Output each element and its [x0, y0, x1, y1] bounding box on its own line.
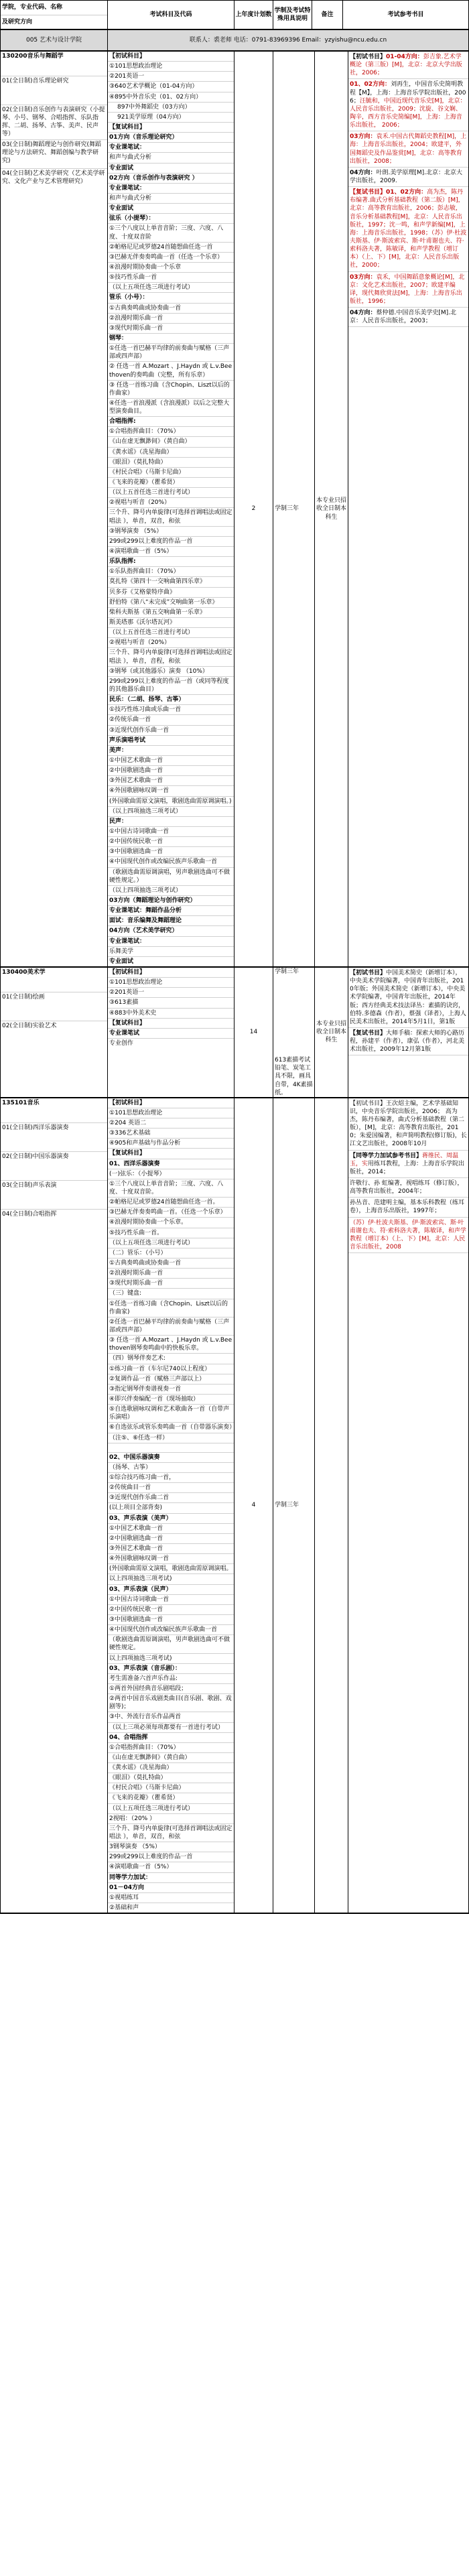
reference-book	[348, 308, 468, 327]
book-text: 01、02方向：	[350, 81, 391, 88]
subject-item: 三个升、降号内单旋律(可选择首调唱法或固定唱法 ），单音，音程，和弦	[108, 648, 234, 666]
reference-book	[348, 187, 468, 271]
reference-book	[348, 1028, 468, 1055]
subject-item: ④外国歌剧咏叹调一首	[108, 1554, 234, 1564]
subject-item: 和声与曲式分析	[108, 194, 234, 204]
books-column	[348, 52, 468, 966]
subject-item: 《眼泪》（莫扎特曲）	[108, 1773, 234, 1783]
reference-book	[348, 1098, 468, 1151]
subject-item: ⑤自选歌剧咏叹调和艺术歌曲各一首（自带声乐演唱）	[108, 1405, 234, 1423]
subject-item: ②201英语一	[108, 72, 234, 82]
subject-item: ③ 任选一首 A.Mozart 、J.Haydn 或 L.v.Beethoven钢琴奏鸣曲中的快板乐章。	[108, 1336, 234, 1354]
subject-item: ④演唱歌曲一首（5%）	[108, 1862, 234, 1872]
subject-item: ①古典奏鸣曲或协奏曲一首	[108, 304, 234, 314]
subject-item: 【复试科目】	[108, 1149, 234, 1159]
subject-item: ④中国现代创作或改编民族声乐歌曲一首	[108, 857, 234, 867]
header-subjects: 考试科目及代码	[108, 1, 234, 29]
research-direction: 01(全日制)绘画	[1, 992, 107, 1021]
subject-item: ②帕格尼尼或罗德24首随想曲任选一首	[108, 243, 234, 253]
subject-item: ①101思想政治理论	[108, 1108, 234, 1118]
subject-item: （注⑤、⑥任选一样）	[108, 1433, 234, 1443]
subject-item: （歌剧选曲需原调演唱，男声歌剧选曲可不做硬性规定。）	[108, 868, 234, 886]
book-text: （苏）伊·杜波夫斯基、伊·斯波索宾、斯·叶甫谢也夫、符·索科洛夫著，陈敏译，和声学教程（增订本）（上、下）[M]，北京：人民音乐出版社，2008	[350, 1219, 466, 1251]
subject-item: ③ 任选一首练习曲（含Chopin、Liszt以后的作曲家）	[108, 381, 234, 399]
book-text: 04方向：	[350, 310, 377, 317]
subject-item: ①101思想政治理论	[108, 62, 234, 72]
subject-item: 乐队指挥:	[108, 557, 234, 567]
subject-item: 考生需准备六首声乐作品:	[108, 1674, 234, 1684]
subject-item: 管乐（小号）：	[108, 293, 234, 303]
subject-item: （以上五项任选三项进行考试）	[108, 283, 234, 293]
subject-item: ③巴赫无伴奏奏鸣曲一首。（任选一个乐章）	[108, 1208, 234, 1218]
subject-item: （以上三项必须每项都要有一首进行考试）	[108, 1723, 234, 1733]
header-duration: 学制及考试特殊用具说明	[273, 1, 312, 29]
duration-text: 学制三年	[275, 968, 299, 975]
subject-item: 舒伯特《第八“未完成”交响曲第一乐章》	[108, 598, 234, 608]
book-text: 01-04方向：	[386, 54, 423, 60]
subject-item: 01、西洋乐器演奏	[108, 1159, 234, 1169]
book-text: 彭吉象.艺术学概论（第三版）[M]，北京：北京大学出版社，2006；	[350, 54, 462, 77]
major-block	[0, 52, 469, 968]
subject-item: 03方向（舞蹈理论与创作研究）	[108, 896, 234, 906]
subjects-column	[108, 1098, 234, 1913]
duration-column	[273, 1098, 315, 1913]
reference-book	[348, 168, 468, 187]
subject-item: ④浪漫时期协奏曲一个乐章	[108, 263, 234, 273]
subject-item: ②传统曲目一首	[108, 1483, 234, 1493]
subject-item: 民声：	[108, 817, 234, 827]
reference-book	[348, 79, 468, 131]
subject-item: 921美学原理（04方向）	[108, 113, 234, 123]
subject-item: 2视唱：（20% ）	[108, 1814, 234, 1824]
subject-item: ①中国艺术歌曲一首	[108, 1524, 234, 1534]
subject-item: ②中国歌剧选曲一首	[108, 1534, 234, 1544]
subject-item: 【初试科目】	[108, 52, 234, 62]
book-text: 高为杰，陈丹布编著.曲式分析基础教程（第二版）[M]，北京：高等教育出版社，2006；彭志敏，音乐分析基础教程[M]，北京：人民音乐出版社，1997；沈一鸣，和声学新编[M]，上海：上海音乐出版社，1998；（苏）伊·杜波夫斯基、伊·斯波索宾、斯·叶甫谢也夫、符·索科洛夫著，陈敏译，和声学教程（增订本）（上、下）[M]，北京：人民音乐出版社，2000；	[350, 189, 467, 269]
subject-item: ②视唱与听音（20%）	[108, 638, 234, 648]
books-column	[348, 968, 468, 1097]
subject-item: 专业面试	[108, 164, 234, 174]
subject-item: ③巴赫无伴奏奏鸣曲一首（任选一个乐章）	[108, 253, 234, 263]
book-text: 刘再生，中国音乐史简明教程【M】，上海：上海音乐学院出版社，2006；	[350, 81, 466, 105]
subject-item: 3钢琴演奏 （5%）	[108, 1842, 234, 1852]
subject-item: ④浪漫时期协奏曲一个乐章。	[108, 1218, 234, 1228]
subject-item: ③中国歌剧选曲一首	[108, 847, 234, 857]
subject-item: ④即兴伴奏编配一首（现场抽取）	[108, 1395, 234, 1405]
subject-item: ②两首中国音乐戏剧类曲目(音乐剧、歌剧、戏剧等)；	[108, 1694, 234, 1712]
major-column	[1, 1098, 108, 1913]
subject-item: ③钢琴（或其他器乐）演奏 （10%）	[108, 667, 234, 677]
subject-item: 专业面试	[109, 958, 134, 965]
header-plan: 上年度计划数	[234, 1, 273, 29]
reference-book	[348, 131, 468, 168]
reference-book	[348, 272, 468, 308]
subject-item: ①中国古诗词歌曲一首	[108, 827, 234, 837]
remark: 本专业只招收全日制本科生	[315, 52, 348, 966]
subject-item: ①综合技巧练习曲一首，	[108, 1473, 234, 1483]
subject-item: ②中国歌剧选曲一首	[108, 766, 234, 776]
subject-item: ①101思想政治理论	[108, 978, 234, 988]
reference-book	[348, 1218, 468, 1254]
subject-item: ①任选一首巴赫平均律的前奏曲与赋格（三声部或四声部）	[108, 344, 234, 362]
subject-item: ② 任选一首 A.Mozart 、J.Haydn 或 L.v.Beethoven的奏鸣曲（完整，所有乐章）	[108, 362, 234, 380]
subject-item: ②复调作品一首（赋格三声部以上）	[108, 1374, 234, 1384]
subject-item: 【初试科目】	[108, 968, 234, 978]
research-direction: 04(全日制)艺术美学研究（艺术美学研究、文化产业与艺术管理研究）	[2, 170, 105, 185]
subject-item: ②任选一首巴赫平均律的前奏曲与赋格（三声部或四声部）	[108, 1317, 234, 1336]
subject-item: （以上五项任选三项进行考试）	[108, 1804, 234, 1814]
subject-item: ②201英语一	[108, 988, 234, 998]
subject-item: 02方向（音乐创作与表演研究 ）	[108, 174, 234, 184]
subject-item: 《山在虚无飘渺间》（黄自曲）	[108, 1753, 234, 1763]
subject-item: 299或299以上难度的作品一首	[108, 537, 234, 547]
subject-item: 莫扎特《第四十一交响曲第四乐章》	[108, 577, 234, 587]
subject-item: 专业课笔试：	[108, 184, 234, 194]
subject-item: （扬琴、古筝）	[108, 1463, 234, 1473]
subject-item: 贝多芬《艾格蒙特序曲》	[108, 588, 234, 598]
header-major-line2: 及研究方向	[2, 18, 33, 25]
subject-item: （歌剧选曲需原调演唱，男声歌剧选曲可不做硬性规定。	[108, 1635, 234, 1653]
plan-count: 14	[234, 968, 273, 1097]
book-text: 孙丛音、范建明主编，基本乐科教程（练耳卷），上海音乐出版社，1997年；	[350, 1200, 465, 1215]
subject-item: 专业课笔试：	[108, 937, 234, 947]
reference-book	[348, 1198, 468, 1217]
department-name: 005 艺术与设计学院	[1, 30, 108, 50]
subject-item: 专业创作	[109, 1039, 134, 1047]
header-books: 考试参考书目	[387, 11, 424, 18]
duration-column	[273, 968, 315, 1097]
subject-item: ⑤技巧性乐曲一首。	[108, 1228, 234, 1238]
subject-item: ③336艺术基础	[108, 1129, 234, 1139]
subject-item: ①合唱指挥曲目：（70%）	[108, 1743, 234, 1753]
subject-item: ②基础和声	[109, 1905, 139, 1912]
subject-item: ①三个八度以上单音音阶；三度、六度、八度、十度双音阶	[108, 224, 234, 242]
subject-item: 三个升、降号内单旋律(可选择首调唱法或固定唱法 ），单音，双音，和弦	[108, 508, 234, 526]
subject-item: ①中国艺术歌曲一首	[108, 756, 234, 766]
subject-item: 03、声乐表演（民声）	[108, 1585, 234, 1595]
subject-item: 同等学力加试：	[108, 1873, 234, 1883]
subject-item: 03、声乐表演（音乐剧）：	[108, 1664, 234, 1674]
remark	[315, 1098, 348, 1913]
subject-item: (一)弦乐：（小提琴）	[108, 1169, 234, 1179]
research-direction: 02(全日制)实验艺术	[2, 1022, 57, 1029]
major-block	[0, 968, 469, 1098]
subject-item: ②传统乐曲一首	[108, 715, 234, 725]
header-major-line1: 学院，专业代码、名称	[1, 1, 107, 15]
book-text: 袁禾，中国舞蹈意象概论[M]，北京：文化艺术出版社，2007；欧建平编译，现代舞欣赏法[M]，上海：上海音乐出版社，1996；	[350, 273, 465, 305]
subject-item: 声乐演唱考试	[108, 736, 234, 746]
subject-item: 和声与曲式分析	[108, 153, 234, 163]
subject-item: 弦乐（小提琴）：	[108, 214, 234, 224]
subject-item: 04、合唱指挥	[108, 1733, 234, 1743]
research-direction: 02(全日制)中国乐器演奏	[1, 1152, 107, 1181]
book-text: 袁禾.中国古代舞蹈史教程[M]，上海：上海音乐出版社，2004；欧建平，外国舞蹈史及作品鉴赏[M]，北京：高等教育出版社，2008；	[350, 133, 467, 165]
subject-item: ①中国古诗词歌曲一首	[108, 1595, 234, 1605]
subject-item: (外国歌曲需原文演唱，歌剧选曲需原调演唱。)	[108, 797, 234, 807]
subject-item: (以上项目全部背奏)	[108, 1503, 234, 1513]
subject-item: ③外国艺术歌曲一首	[108, 1544, 234, 1554]
subjects-column	[108, 968, 234, 1097]
majors-container	[0, 52, 469, 1914]
subject-item: 《黄水谣》（冼星海曲）	[108, 448, 234, 458]
book-text: 蔡仲德.中国音乐美学史[M].北京：人民音乐出版社，2003；	[350, 310, 457, 325]
subject-item: 04方向（艺术美学研究）	[108, 926, 234, 936]
subject-item: ②204 英语二	[108, 1118, 234, 1129]
book-text: 【同等学力加试参考书目】	[350, 1152, 423, 1159]
book-text: 大师手稿：探索大师的心路历程，孙建平（作者），康弘（作者），河北美术出版社，2009年12月第1版	[350, 1029, 465, 1053]
subject-item: ③钢琴演奏 （5%）	[108, 527, 234, 537]
subject-item: ①技巧性练习曲或乐曲一首	[108, 705, 234, 715]
major-code-name: 130400美术学	[1, 968, 107, 992]
subject-item: 合唱指挥:	[108, 417, 234, 427]
subject-item: 三个升、降号内单旋律(可选择首调唱法或固定唱法 ），单音，双音，和弦	[108, 1824, 234, 1842]
subject-item: 《飞来的花瓣》（瞿希贤）	[108, 478, 234, 488]
subject-item: 【复试科目】	[108, 123, 234, 133]
subject-item: ③近现代创作乐曲二首	[108, 1493, 234, 1503]
research-direction: 03(全日制)声乐表演	[1, 1181, 107, 1210]
book-text: 叶朗.美学原理[M].北京：北京大学出版社，2009.	[350, 169, 463, 184]
subject-item: ④演唱歌曲一首（5%）	[108, 547, 234, 557]
subject-item: 以上四项抽选三项考试)	[108, 1654, 234, 1664]
subject-item: ④外国歌剧咏叹调一首	[108, 786, 234, 796]
book-text: 【复试书目】	[350, 1029, 387, 1037]
subject-item: ②帕格尼尼或罗德24首随想曲任选一首。	[108, 1198, 234, 1208]
subject-item: （以上五首任选三首进行考试）	[108, 488, 234, 498]
subject-item: （二）管乐：（小号）	[108, 1248, 234, 1259]
subject-item: ①古典奏鸣曲或协奏曲一首	[108, 1259, 234, 1269]
subject-item: ③中国歌剧选曲一首	[108, 1615, 234, 1625]
subject-item: 《村民合唱》（马斯卡尼曲）	[108, 468, 234, 478]
subject-item: 【复试科目】	[108, 1019, 234, 1029]
books-column	[348, 1098, 468, 1913]
book-text: 中国美术简史（新增订本），中央美术学院编著，中国青年出版社，2010年版；外国美术简史（新增订本），中央美术学院编著，中国青年出版社，2014年版；西方经典美术技法译丛：素描的诀窍，伯特.多德森（作者），蔡强（译者），上海人民美术出版社，2014年5月1日，第1版	[350, 969, 466, 1025]
book-text: 01、02方向：	[386, 189, 427, 196]
major-block	[0, 1098, 469, 1914]
subject-item: ⑤技巧性乐曲一首	[108, 273, 234, 283]
subject-item: ①两首外国经典音乐剧唱段；	[108, 1684, 234, 1694]
book-text: 【复试书目】	[350, 189, 387, 196]
subject-item: ③现代时期乐曲一首	[108, 324, 234, 334]
reference-book	[348, 1151, 468, 1178]
subject-item: （以上四项抽选三项考试）	[108, 807, 234, 817]
header-remark: 备注	[312, 1, 343, 29]
subject-item: 《山在虚无飘渺间》（黄自曲）	[108, 437, 234, 447]
major-column	[1, 52, 108, 966]
subject-item: ④895中外音乐史（01、02方向）	[108, 92, 234, 103]
subject-item: ④883中外美术史	[108, 1009, 234, 1019]
major-code-name: 135101音乐	[1, 1098, 107, 1123]
subjects-column	[108, 52, 234, 966]
subject-item: 面试：音乐编舞及舞蹈理论	[108, 916, 234, 926]
subject-item: ③中、外流行音乐作品两首	[108, 1712, 234, 1722]
research-direction: 03(全日制)舞蹈理论与创作研究(舞蹈理论与方法研究、舞蹈创编与教学研究)	[1, 140, 107, 169]
research-direction: 01(全日制)音乐理论研究	[1, 76, 107, 105]
book-text: 03方向：	[350, 133, 377, 141]
research-direction: 02(全日制)音乐创作与表演研究（小提琴、小号、钢琴、合唱指挥、乐队指挥、二胡、扬琴、古筝、美声、民声等）	[1, 105, 107, 140]
reference-book	[348, 968, 468, 1028]
plan-count: 4	[234, 1098, 273, 1913]
subject-item: （以上四项抽选三项考试）	[108, 886, 234, 896]
subject-item: 专业课笔试：	[108, 143, 234, 153]
subject-item: （三）键盘:	[108, 1289, 234, 1299]
subject-item	[108, 1443, 234, 1453]
reference-book	[348, 52, 468, 79]
subject-item: 01－04方向	[108, 1883, 234, 1893]
book-text: 03方向：	[350, 273, 377, 281]
subject-item: ④中国现代创作或改编民族声乐歌曲一首	[108, 1625, 234, 1635]
subject-item: 乐舞美学	[108, 947, 234, 957]
subject-item: ④任选一首浪漫派（含浪漫派）以后之完整大型演奏曲目。	[108, 399, 234, 417]
subject-item: ①三个八度以上单音音阶；三度、六度、八度、十度双音阶。	[108, 1179, 234, 1198]
duration-text: 学制三年	[275, 1502, 299, 1509]
subject-item: ③现代时期乐曲一首	[108, 1279, 234, 1289]
subject-item: ②浪漫时期乐曲一首	[108, 1269, 234, 1279]
subject-item: 03、声乐表演（美声）	[108, 1514, 234, 1524]
special-tools-text: 613素描考试铅笔、炭笔工具不限，画具自带，4K素描纸。	[275, 1057, 313, 1096]
subject-item: 柴科夫斯基《第五交响曲第一乐章》	[108, 608, 234, 618]
subject-item: ①合唱指挥曲目：（70%）	[108, 427, 234, 437]
subject-item: ④905和声基础与作品分析	[108, 1139, 234, 1149]
subject-item: ②浪漫时期乐曲一首	[108, 314, 234, 324]
subject-item: ③613素描	[108, 998, 234, 1008]
subject-item: ②视唱与听音（20%）	[108, 498, 234, 508]
book-text: 【初试书目】	[350, 54, 387, 60]
subject-item: 钢琴：	[108, 334, 234, 344]
subject-item: ③640艺术学概论（01-04方向）	[108, 82, 234, 92]
subject-item: ①任选一首练习曲（含Chopin、Liszt以后的作曲家)	[108, 1299, 234, 1317]
subject-item: ③指定钢琴伴奏谱视奏一首	[108, 1384, 234, 1395]
subject-item: 《眼泪》（莫扎特曲）	[108, 458, 234, 468]
subject-item: 美声：	[108, 746, 234, 756]
department-contact: 联系人：裘老师 电话：0791-83969396 Email：yzyishu@ncu.edu.cn	[189, 36, 387, 44]
plan-count: 2	[234, 52, 273, 966]
subject-item: ①乐队指挥曲目：（70%）	[108, 567, 234, 577]
subject-item: 299或299以上难度的作品一首	[108, 1852, 234, 1862]
book-text: 蒋维民、周温玉，实	[350, 1152, 459, 1167]
table-header	[0, 0, 469, 30]
reference-book	[348, 1178, 468, 1198]
book-text: 04方向：	[350, 169, 377, 176]
duration-column	[273, 52, 315, 966]
subject-item: ①练习曲一首（车尔尼740以上程度）	[108, 1364, 234, 1374]
subject-item: 《飞来的花瓣》（瞿希贤）	[108, 1793, 234, 1803]
subject-item: 斯美塔那《沃尔塔瓦河》	[108, 618, 234, 628]
research-direction: 01(全日制)西洋乐器演奏	[1, 1123, 107, 1152]
subject-item: 专业面试	[108, 204, 234, 214]
subject-item: ③外国艺术歌曲一首	[108, 776, 234, 786]
subject-item: ②中国传统民歌一首	[108, 1605, 234, 1615]
research-direction: 04(全日制)合唱指挥	[2, 1210, 57, 1218]
subject-item: ③近现代创作乐曲一首	[108, 726, 234, 736]
subject-item: (外国歌曲需原文演唱，歌剧选曲需原调演唱。	[108, 1564, 234, 1574]
book-text: 【初试书目】	[350, 969, 387, 976]
book-text: 许敬行、孙 虹编著，视唱练耳（修订版），高等教育出版社，2004年；	[350, 1180, 464, 1196]
book-text: 【初试书目】王次炤主编，艺术学基础知识，中央音乐学院出版社，2006； 高为杰，陈丹布编著，曲式分析基础教程（第二版），[M]，北京：高等教育出版社，2010；朱爱国编著，和声简明教程(修订版)，长江文艺出版社，2008年10月	[350, 1100, 467, 1148]
subject-item: （以上五项任选三项进行考试）	[108, 1238, 234, 1248]
subject-item: 《村民合唱》（马斯卡尼曲）	[108, 1783, 234, 1793]
subject-item: 《黄水谣》（冼星海曲）	[108, 1763, 234, 1773]
subject-item: 01方向（音乐理论研究）	[108, 133, 234, 143]
department-row	[0, 30, 469, 52]
subject-item: ②中国传统民歌一首	[108, 837, 234, 847]
subject-item: 以上四项抽选三项考试)	[108, 1574, 234, 1584]
subject-item: 【初试科目】	[108, 1098, 234, 1108]
subject-item: ⑥自选弦乐或管乐奏鸣曲一首（自带器乐演奏）	[108, 1423, 234, 1433]
major-column	[1, 968, 108, 1097]
book-text: 用练耳教程，上海：上海音乐学院出版社，2014；	[350, 1160, 465, 1175]
header-major	[1, 1, 108, 29]
subject-item: 897中外舞蹈史（03方向）	[108, 103, 234, 113]
remark: 本专业只招收全日制本科生	[315, 968, 348, 1097]
subject-item: （以上五首任选三首进行考试）	[108, 628, 234, 638]
subject-item: 专业课笔试：舞蹈作品分析	[108, 906, 234, 916]
subject-item: 民乐：（二胡、扬琴、古筝）	[108, 695, 234, 705]
subject-item: 299或299以上难度的作品一首（或同等程度的其他器乐曲目）	[108, 677, 234, 695]
major-code-name: 130200音乐与舞蹈学	[1, 52, 107, 76]
subject-item: 专业课笔试	[108, 1029, 234, 1039]
subject-item: 02、中国乐器演奏	[108, 1453, 234, 1463]
duration-text: 学制三年	[275, 505, 299, 513]
book-text: 汪毓和，中国近现代音乐史[M]，北京：人民音乐出版社，2009；沈旋、谷文娴、陶辛，西方音乐史简编[M]，上海：上海音乐出版社， 2006；	[350, 97, 466, 129]
subject-item: ①视唱练耳	[108, 1893, 234, 1903]
subject-item: （四）钢琴伴奏艺术:	[108, 1354, 234, 1364]
